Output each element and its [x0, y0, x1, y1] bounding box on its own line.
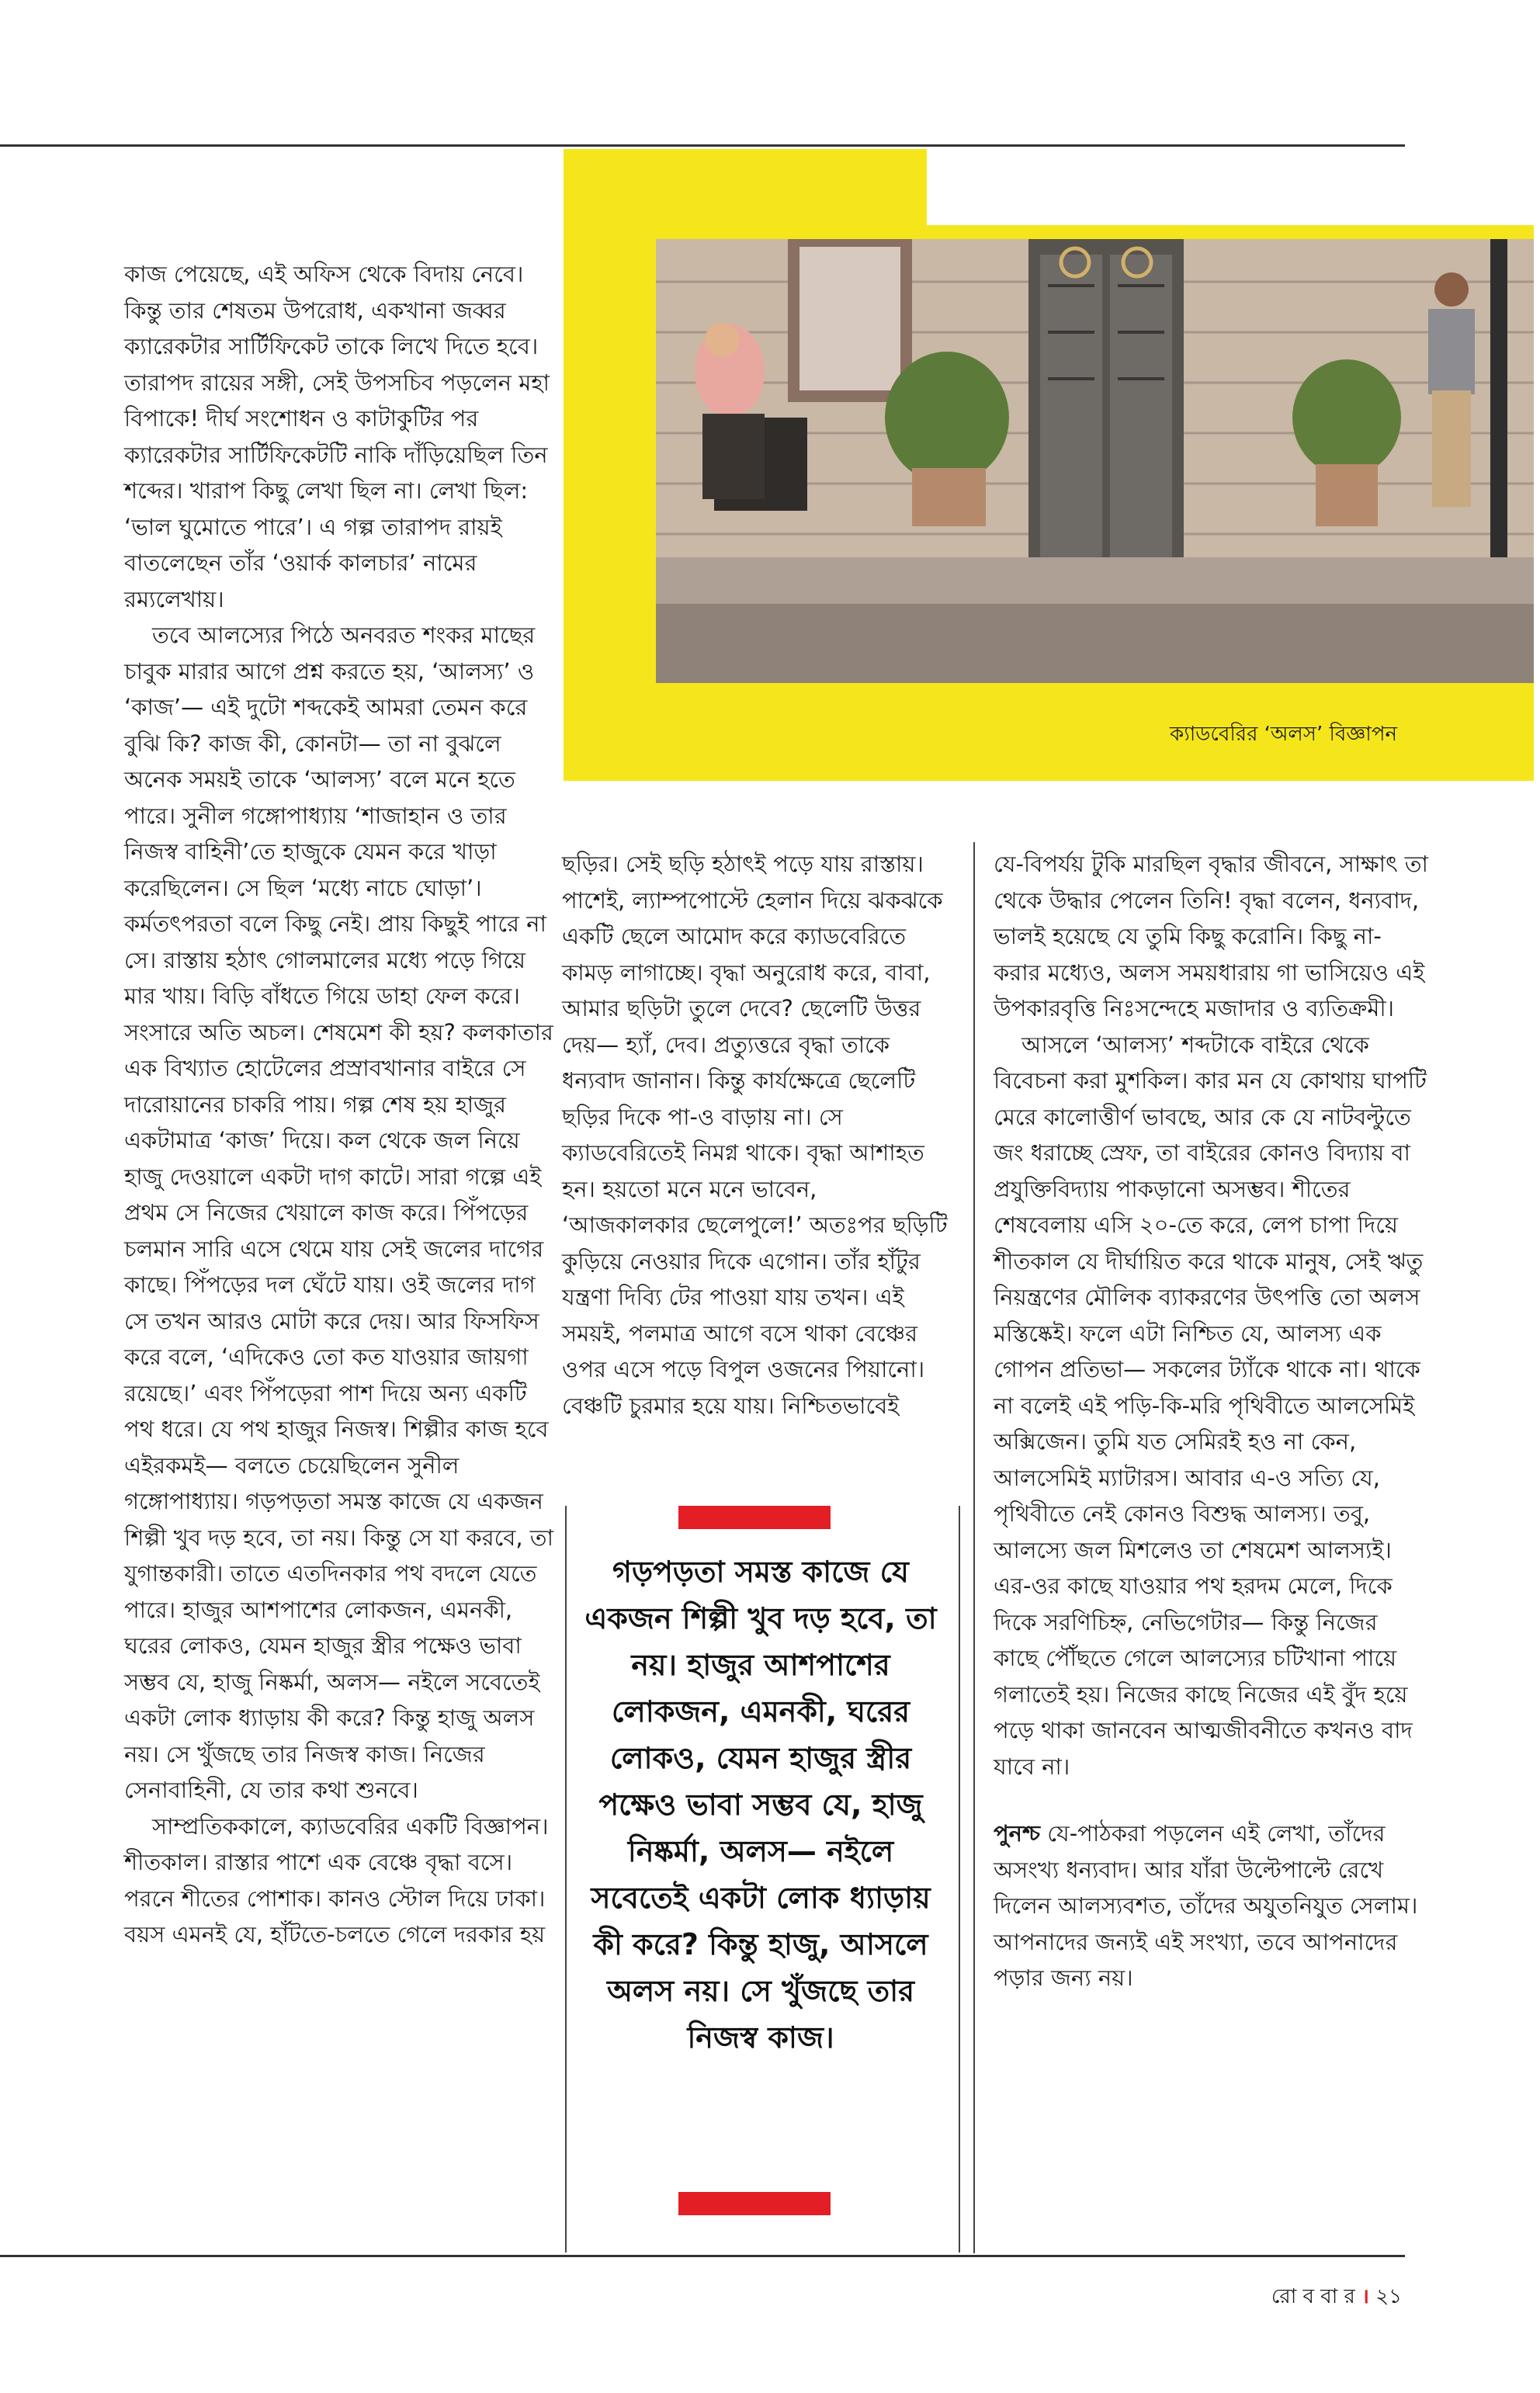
- article-column-1: [124, 256, 555, 1953]
- red-bar-bottom: [678, 2192, 831, 2215]
- paragraph: তবে আলস্যের পিঠে অনবরত শংকর মাছের চাবুক মারার আগে প্রশ্ন করতে হয়, ‘আলস্য’ ও ‘কাজ’— এই দুটো শব্দকেই আমরা তেমন করে বুঝি কি? কাজ কী, কোনটা— তা না বুঝলে অনেক সময়ই তাকে ‘আলস্য’ বলে মনে হতে পারে। সুনীল গঙ্গোপাধ্যায় ‘শাজাহান ও তার নিজস্ব বাহিনী’তে হাজুকে যেমন করে খাড়া করেছিলেন। সে ছিল ‘মধ্যে নাচে ঘোড়া’। কর্মতৎপরতা বলে কিছু নেই। প্রায় কিছুই পারে না সে। রাস্তায় হঠাৎ গোলমালের মধ্যে পড়ে গিয়ে মার খায়। বিড়ি বাঁধতে গিয়ে ডাহা ফেল করে। সংসারে অতি অচল। শেষমেশ কী হয়? কলকাতার এক বিখ্যাত হোটেলের প্রস্রাবখানার বাইরে সে দারোয়ানের চাকরি পায়। গল্প শেষ হয় হাজুর একটামাত্র ‘কাজ’ দিয়ে। কল থেকে জল নিয়ে হাজু দেওয়ালে একটা দাগ কাটে। সারা গল্পে এই প্রথম সে নিজের খেয়ালে কাজ করে। পিঁপড়ের চলমান সারি এসে থেমে যায় সেই জলের দাগের কাছে। পিঁপড়ের দল ঘেঁটে যায়। ওই জলের দাগ সে তখন আরও মোটা করে দেয়। আর ফিসফিস করে বলে, ‘এদিকেও তো কত যাওয়ার জায়গা রয়েছে।’ এবং পিঁপড়েরা পাশ দিয়ে অন্য একটি পথ ধরে। যে পথ হাজুর নিজস্ব। শিল্পীর কাজ হবে এইরকমই— বলতে চেয়েছিলেন সুনীল গঙ্গোপাধ্যায়। গড়পড়তা সমস্ত কাজে যে একজন শিল্পী খুব দড় হবে, তা নয়। কিন্তু সে যা করবে, তা যুগান্তকারী। তাতে এতদিনকার পথ বদলে যেতে পারে। হাজুর আশপাশের লোকজন, এমনকী, ঘরের লোকও, যেমন হাজুর স্ত্রীর পক্ষেও ভাবা সম্ভব যে, হাজু নিষ্কর্মা, অলস— নইলে সবেতেই একটা লোক ধ্যাড়ায় কী করে? কিন্তু হাজু অলস নয়। সে খুঁজছে তার নিজস্ব কাজ। নিজের সেনাবাহিনী, যে তার কথা শুনবে।: [124, 622, 553, 1803]
- advert-photo: [656, 239, 1534, 683]
- top-rule: [0, 144, 1405, 147]
- paragraph: সাম্প্রতিককালে, ক্যাডবেরির একটি বিজ্ঞাপন। শীতকাল। রাস্তার পাশে এক বেঞ্চে বৃদ্ধা বসে। পরনে শীতের পোশাক। কানও স্টোল দিয়ে ঢাকা। বয়স এমনই যে, হাঁটতে-চলতে গেলে দরকার হয়: [124, 1812, 549, 1947]
- paragraph: ছড়ির। সেই ছড়ি হঠাৎই পড়ে যায় রাস্তায়। পাশেই, ল্যাম্পপোস্টে হেলান দিয়ে ঝকঝকে একটি ছেলে আমোদ করে ক্যাডবেরিতে কামড় লাগাচ্ছে। বৃদ্ধা অনুরোধ করে, বাবা, আমার ছড়িটা তুলে দেবে? ছেলেটি উত্তর দেয়— হ্যাঁ, দেব। প্রত্যুত্তরে বৃদ্ধা তাকে ধন্যবাদ জানান। কিন্তু কার্যক্ষেত্রে ছেলেটি ছড়ির দিকে পা-ও বাড়ায় না। সে ক্যাডবেরিতেই নিমগ্ন থাকে। বৃদ্ধা আশাহত হন। হয়তো মনে মনে ভাবেন, ‘আজকালকার ছেলেপুলে!’ অতঃপর ছড়িটি কুড়িয়ে নেওয়ার দিকে এগোন। তাঁর হাঁটুর যন্ত্রণা দিব্যি টের পাওয়া যায় তখন। এই সময়ই, পলমাত্র আগে বসে থাকা বেঞ্চের ওপর এসে পড়ে বিপুল ওজনের পিয়ানো। বেঞ্চটি চুরমার হয়ে যায়। নিশ্চিতভাবেই: [562, 851, 948, 1419]
- page-footer: [1226, 2280, 1402, 2315]
- postscript-label: পুনশ্চ: [994, 1820, 1040, 1847]
- photo-caption: ক্যাডবেরির ‘অলস’ বিজ্ঞাপন: [1170, 723, 1397, 746]
- magazine-name: রো ব বা র: [1271, 2285, 1355, 2308]
- paragraph: আসলে ‘আলস্য’ শব্দটাকে বাইরে থেকে বিবেচনা করা মুশকিল। কার মন যে কোথায় ঘাপটি মেরে কালোত্তীর্ণ ভাবছে, আর কে যে নাটবল্টুতে জং ধরাচ্ছে স্রেফ, তা বাইরের কোনও বিদ্যায় বা প্রযুক্তিবিদ্যায় পাকড়ানো অসম্ভব। শীতের শেষবেলায় এসি ২০-তে করে, লেপ চাপা দিয়ে শীতকাল যে দীর্ঘায়িত করে থাকে মানুষ, সেই ঋতু নিয়ন্ত্রণের মৌলিক ব্যাকরণের উৎপত্তি তো অলস মস্তিষ্কেই। ফলে এটা নিশ্চিত যে, আলস্য এক গোপন প্রতিভা— সকলের ট্যাঁকে থাকে না। থাকে না বলেই এই পড়ি-কি-মরি পৃথিবীতে আলসেমিই অক্সিজেন। তুমি যত সেমিরই হও না কেন, আলসেমিই ম্যাটারস। আবার এ-ও সত্যি যে, পৃথিবীতে নেই কোনও বিশুদ্ধ আলস্য। তবু, আলস্যে জল মিশলেও তা শেষমেশ আলস্যই। এর-ওর কাছে যাওয়ার পথ হরদম মেলে, দিকে দিকে সরণিচিহ্ন, নেভিগেটার— কিন্তু নিজের কাছে পৌঁছতে গেলে আলস্যের চটিখানা পায়ে গলাতেই হয়। নিজের কাছে নিজের এই বুঁদ হয়ে পড়ে থাকা জানবেন আত্মজীবনীতে কখনও বাদ যাবে না।: [994, 1031, 1427, 1780]
- postscript-text: যে-পাঠকরা পড়লেন এই লেখা, তাঁদের অসংখ্য ধন্যবাদ। আর যাঁরা উল্টেপাল্টে রেখে দিলেন আলস্যবশত, তাঁদের অযুতনিযুত সেলাম। আপনাদের জন্যই এই সংখ্যা, তবে আপনাদের পড়ার জন্য নয়।: [994, 1820, 1418, 1991]
- article-column-3: [994, 846, 1428, 1996]
- footer-separator: ।: [1361, 2285, 1369, 2308]
- paragraph: যে-বিপর্যয় টুকি মারছিল বৃদ্ধার জীবনে, সাক্ষাৎ তা থেকে উদ্ধার পেলেন তিনি! বৃদ্ধা বলেন, ধন্যবাদ, ভালই হয়েছে যে তুমি কিছু করোনি। কিছু না-করার মধ্যেও, অলস সময়ধারায় গা ভাসিয়েও এই উপকারবৃত্তি নিঃসন্দেহে মজাদার ও ব্যতিক্রমী।: [994, 851, 1428, 1021]
- red-bar-top: [678, 1506, 831, 1529]
- paragraph: কাজ পেয়েছে, এই অফিস থেকে বিদায় নেবে। কিন্তু তার শেষতম উপরোধ, একখানা জব্বর ক্যারেকটার সার্টিফিকেট তাকে লিখে দিতে হবে। তারাপদ রায়ের সঙ্গী, সেই উপসচিব পড়লেন মহা বিপাকে! দীর্ঘ সংশোধন ও কাটাকুটির পর ক্যারেকটার সার্টিফিকেটটি নাকি দাঁড়িয়েছিল তিন শব্দের। খারাপ কিছু লেখা ছিল না। লেখা ছিল: ‘ভাল ঘুমোতে পারে’। এ গল্প তারাপদ রায়ই বাতলেছেন তাঁর ‘ওয়ার্ক কালচার’ নামের রম্যলেখায়।: [124, 261, 550, 612]
- page-number: ২১: [1375, 2285, 1402, 2308]
- article-column-2: [562, 846, 950, 1424]
- bottom-rule: [0, 2255, 1405, 2257]
- postscript: [994, 1816, 1428, 1996]
- column-separator: [973, 842, 975, 2253]
- pull-quote: গড়পড়তা সমস্ত কাজে যে একজন শিল্পী খুব দড় হবে, তা নয়। হাজুর আশপাশের লোকজন, এমনকী, ঘরের লোকও, যেমন হাজুর স্ত্রীর পক্ষেও ভাবা সম্ভব যে, হাজু নিষ্কর্মা, অলস— নইলে সবেতেই একটা লোক ধ্যাড়ায় কী করে? কিন্তু হাজু, আসলে অলস নয়। সে খুঁজছে তার নিজস্ব কাজ।: [584, 1555, 937, 2055]
